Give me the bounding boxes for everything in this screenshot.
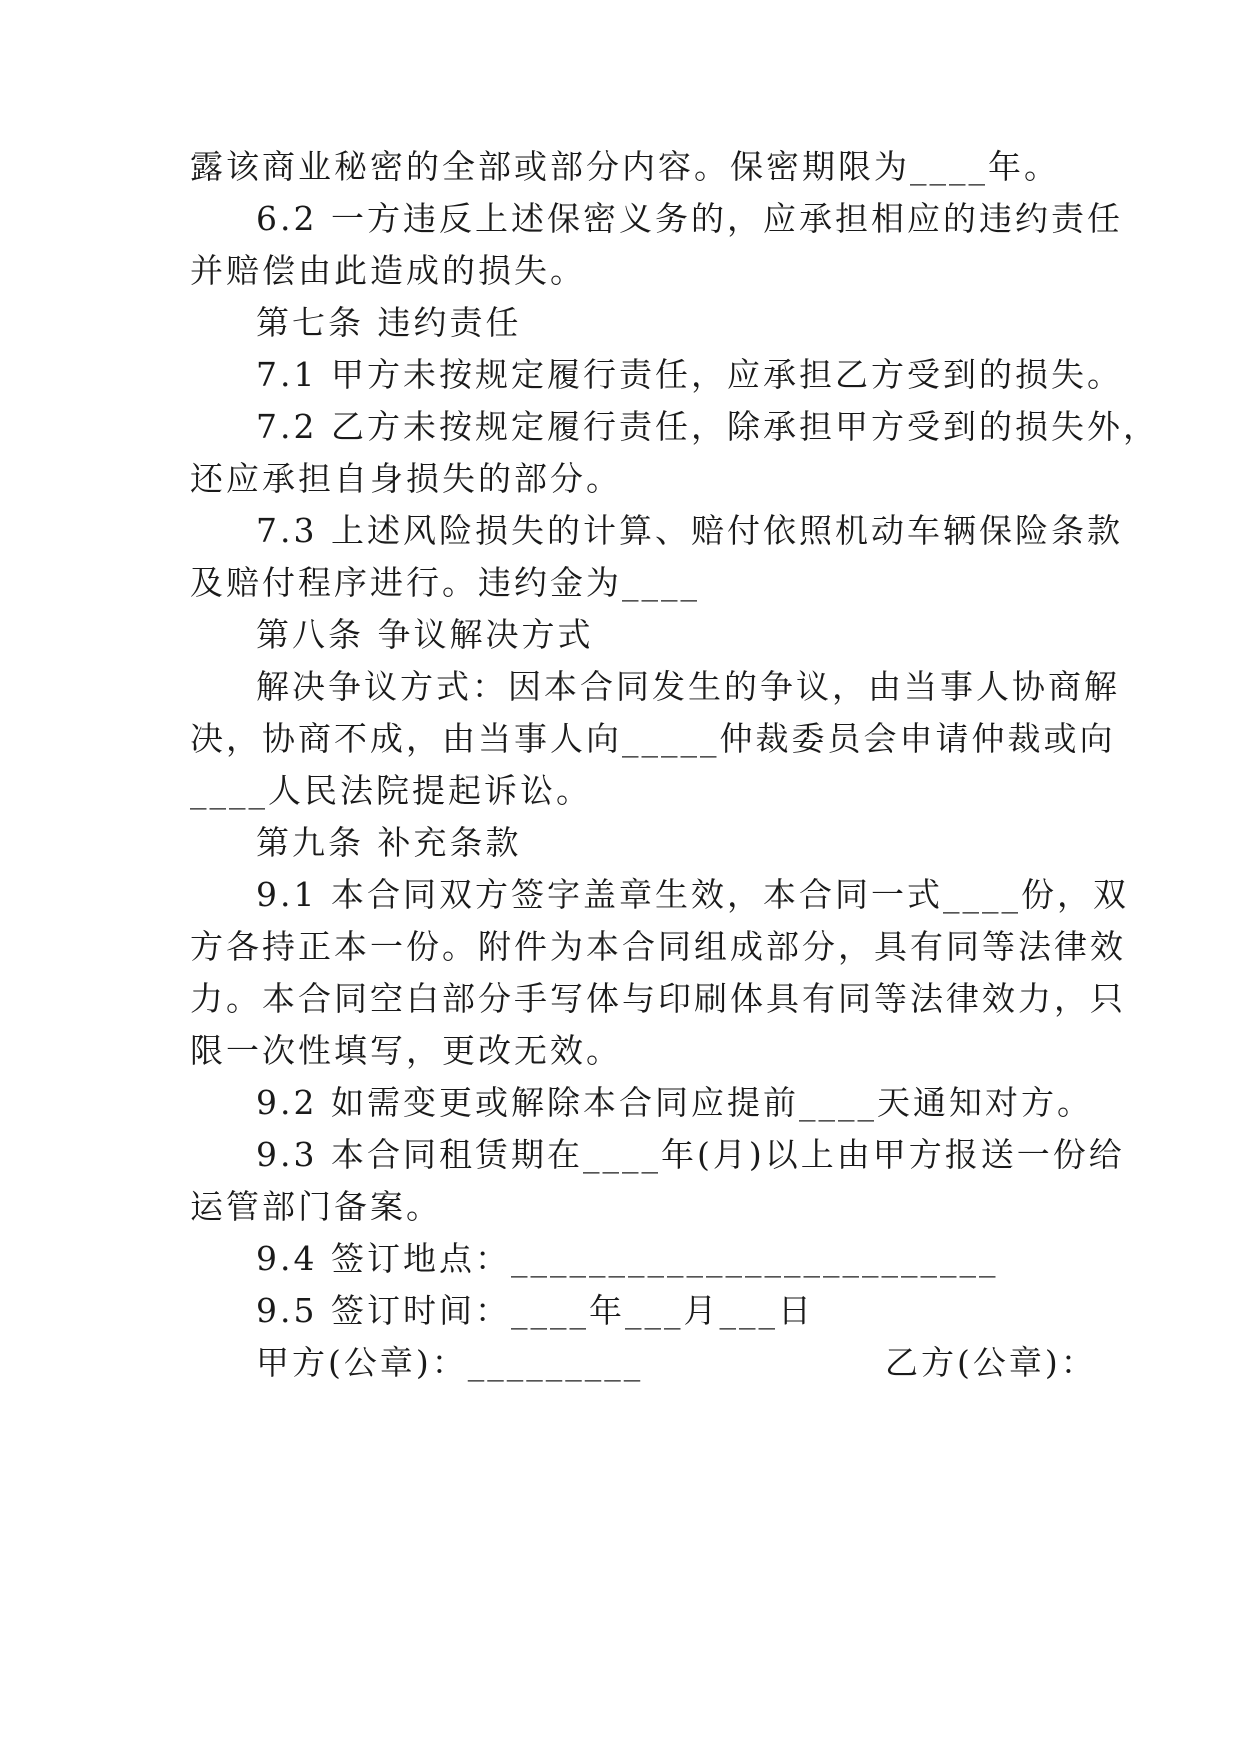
article-8-heading: 第八条 争议解决方式 — [256, 615, 594, 654]
text-line: 还应承担自身损失的部分。 — [190, 459, 622, 498]
text-line: 运管部门备案。 — [190, 1187, 442, 1226]
clause-7-2: 7.2 乙方未按规定履行责任，除承担甲方受到的损失外， — [256, 407, 1159, 446]
text-line: 并赔偿由此造成的损失。 — [190, 251, 586, 290]
party-b-signature: 乙方(公章)： — [885, 1343, 1097, 1382]
dispute-resolution-text: 解决争议方式：因本合同发生的争议，由当事人协商解 — [256, 667, 1120, 706]
article-7-heading: 第七条 违约责任 — [256, 303, 522, 342]
text-line: 力。本合同空白部分手写体与印刷体具有同等法律效力，只 — [190, 979, 1126, 1018]
party-a-signature: 甲方(公章)：_________ — [256, 1343, 644, 1382]
text-line: 及赔付程序进行。违约金为____ — [190, 563, 700, 602]
clause-9-1: 9.1 本合同双方签字盖章生效，本合同一式____份，双 — [256, 875, 1129, 914]
clause-9-3: 9.3 本合同租赁期在____年(月)以上由甲方报送一份给 — [256, 1135, 1125, 1174]
clause-9-4: 9.4 签订地点：_________________________ — [256, 1239, 999, 1278]
clause-9-2: 9.2 如需变更或解除本合同应提前____天通知对方。 — [256, 1083, 1093, 1122]
text-line: 方各持正本一份。附件为本合同组成部分，具有同等法律效 — [190, 927, 1126, 966]
clause-6-2: 6.2 一方违反上述保密义务的，应承担相应的违约责任 — [256, 199, 1123, 238]
text-line: ____人民法院提起诉讼。 — [190, 771, 592, 810]
clause-7-3: 7.3 上述风险损失的计算、赔付依照机动车辆保险条款 — [256, 511, 1123, 550]
clause-7-1: 7.1 甲方未按规定履行责任，应承担乙方受到的损失。 — [256, 355, 1123, 394]
text-line: 决，协商不成，由当事人向_____仲裁委员会申请仲裁或向 — [190, 719, 1116, 758]
document-page — [190, 0, 1159, 1754]
article-9-heading: 第九条 补充条款 — [256, 823, 522, 862]
text-line: 限一次性填写，更改无效。 — [190, 1031, 622, 1070]
text-line: 露该商业秘密的全部或部分内容。保密期限为____年。 — [190, 147, 1060, 186]
clause-9-5: 9.5 签订时间：____年___月___日 — [256, 1291, 814, 1330]
